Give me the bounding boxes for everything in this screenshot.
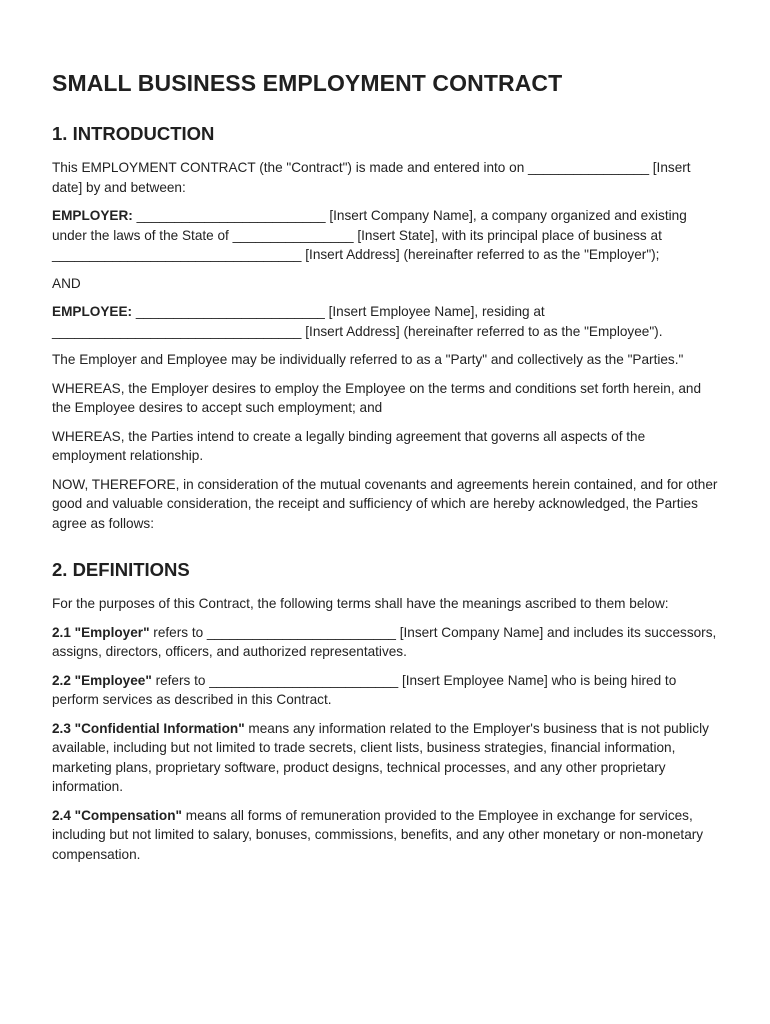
- definition-item: [52, 671, 720, 710]
- definition-item: [52, 806, 720, 865]
- definition-term: 2.1 "Employer": [52, 624, 150, 640]
- definition-item: [52, 719, 720, 797]
- section-heading-introduction: 1. INTRODUCTION: [52, 123, 215, 144]
- document-title: SMALL BUSINESS EMPLOYMENT CONTRACT: [52, 70, 563, 96]
- employee-paragraph: [52, 302, 720, 341]
- definition-item: [52, 623, 720, 662]
- definition-text: means all forms of remuneration provided to the Employee in exchange for services, including but not limited to salary, bonuses, commissions, benefits, and any other monetary or non-monetary compensation.: [52, 807, 704, 862]
- and-paragraph: AND: [52, 275, 81, 291]
- definition-term: 2.2 "Employee": [52, 672, 152, 688]
- definition-term: 2.4 "Compensation": [52, 807, 182, 823]
- now-therefore-paragraph: NOW, THEREFORE, in consideration of the mutual covenants and agreements herein contained, and for other good and valuable consideration, the receipt and sufficiency of which are hereby acknowledged, the Parties agree as follows:: [52, 476, 718, 531]
- document-page: [52, 70, 720, 873]
- employer-label: EMPLOYER:: [52, 208, 133, 223]
- employee-text: _________________________ [Insert Employee Name], residing at _________________________________ [Insert Address] (hereinafter referred to as the "Employee").: [52, 304, 663, 339]
- employer-text: _________________________ [Insert Company Name], a company organized and existing under the laws of the State of ________________ [Insert State], with its principal place of business at _________________________________ [Insert Address] (hereinafter referred to as the "Employer");: [52, 208, 687, 262]
- employer-paragraph: [52, 206, 720, 265]
- definition-text: refers to _________________________ [Insert Employee Name] who is being hired to perform services as described in this Contract.: [52, 672, 677, 707]
- section-heading-definitions: 2. DEFINITIONS: [52, 559, 190, 580]
- whereas-paragraph-2: WHEREAS, the Parties intend to create a legally binding agreement that governs all aspects of the employment relationship.: [52, 428, 646, 463]
- whereas-paragraph-1: WHEREAS, the Employer desires to employ the Employee on the terms and conditions set forth herein, and the Employee desires to accept such employment; and: [52, 380, 702, 415]
- definition-text: means any information related to the Employer's business that is not publicly available, including but not limited to trade secrets, client lists, business strategies, financial information, marketing plans, proprietary software, product designs, technical processes, and any other proprietary information.: [52, 720, 709, 794]
- employee-label: EMPLOYEE:: [52, 304, 133, 319]
- intro-paragraph: This EMPLOYMENT CONTRACT (the "Contract") is made and entered into on ________________ [Insert date] by and between:: [52, 160, 691, 195]
- parties-paragraph: The Employer and Employee may be individually referred to as a "Party" and collectively as the "Parties.": [52, 352, 684, 367]
- definition-term: 2.3 "Confidential Information": [52, 720, 245, 736]
- definitions-intro: For the purposes of this Contract, the following terms shall have the meanings ascribed to them below:: [52, 596, 669, 611]
- definition-text: refers to _________________________ [Insert Company Name] and includes its successors, assigns, directors, officers, and authorized representatives.: [52, 624, 717, 659]
